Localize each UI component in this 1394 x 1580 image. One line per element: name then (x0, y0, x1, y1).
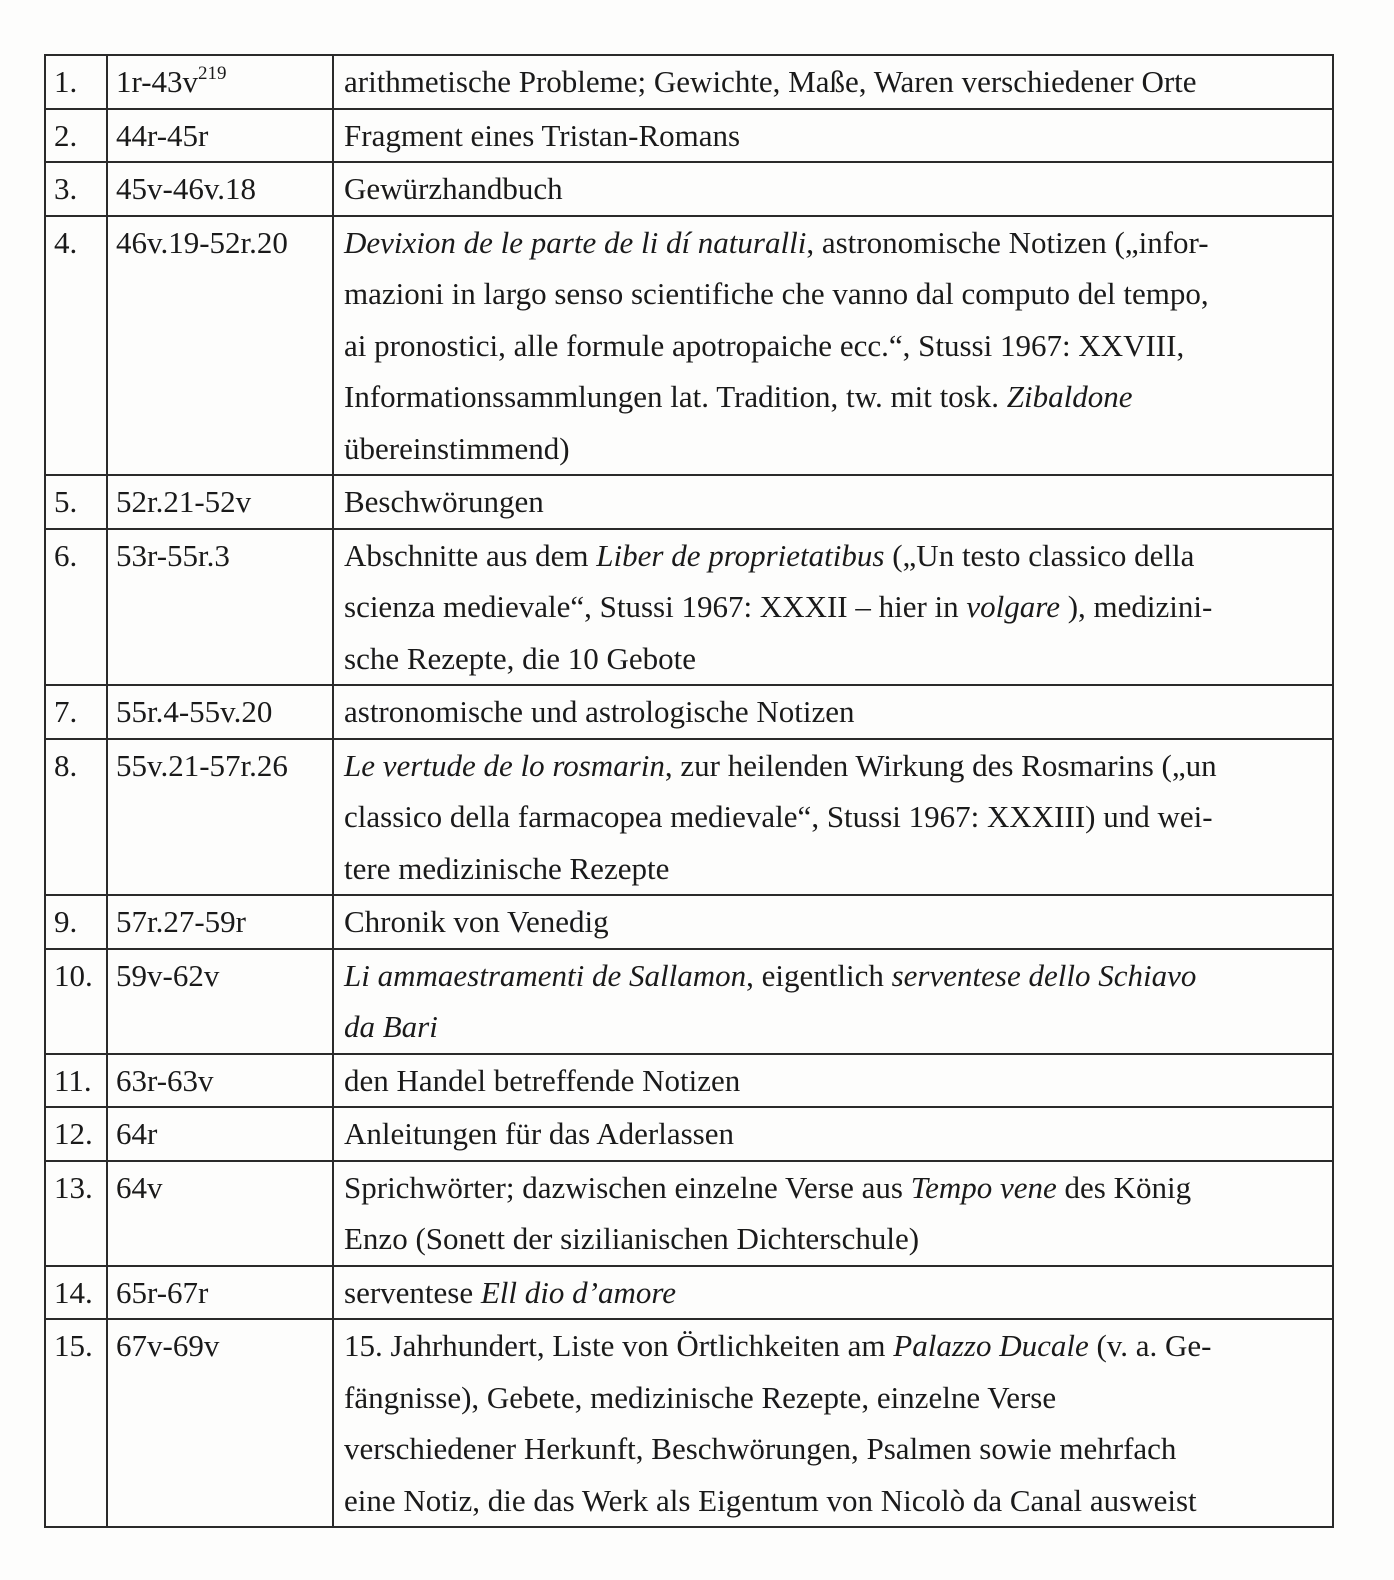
table-row (45, 1266, 1333, 1320)
content-description (333, 1107, 1333, 1161)
folio-text: 67v-69v (116, 1328, 220, 1363)
description-text: (v. a. Ge- (1088, 1328, 1212, 1363)
content-description (333, 685, 1333, 739)
entry-number: 6. (45, 529, 107, 686)
folio-text: 45v-46v.18 (116, 171, 257, 206)
content-description (333, 1054, 1333, 1108)
manuscript-contents-table (44, 54, 1334, 1528)
description-text: sche Rezepte, die 10 Gebote (344, 640, 697, 676)
description-text: Chronik von Venedig (344, 904, 609, 939)
italic-title-text: Liber de proprietatibus (596, 537, 885, 573)
table-row (45, 1161, 1333, 1266)
italic-title-text: serventese dello Schiavo (891, 957, 1197, 993)
folio-text: 55v.21-57r.26 (116, 747, 288, 783)
folio-range (107, 109, 333, 163)
italic-title-text: Tempo vene (910, 1169, 1057, 1205)
table-body (45, 55, 1333, 1527)
folio-range (107, 475, 333, 529)
table-row (45, 739, 1333, 896)
description-text: eine Notiz, die das Werk als Eigentum von Nicolò da Canal ausweist (344, 1482, 1197, 1518)
folio-text: 44r-45r (116, 117, 209, 153)
folio-range (107, 216, 333, 476)
table-row (45, 109, 1333, 163)
entry-number: 7. (45, 685, 107, 739)
folio-range (107, 1266, 333, 1320)
description-text: , astronomische Notizen („infor- (806, 224, 1209, 260)
folio-text: 52r.21-52v (116, 484, 252, 519)
description-text: Gewürzhandbuch (344, 171, 563, 206)
folio-range (107, 529, 333, 686)
description-text: Abschnitte aus dem (344, 537, 597, 573)
content-description (333, 739, 1333, 896)
entry-number: 2. (45, 109, 107, 163)
content-description (333, 475, 1333, 529)
description-text: 15. Jahrhundert, Liste von Örtlichkeiten am (344, 1328, 894, 1363)
folio-text: 63r-63v (116, 1062, 214, 1098)
entry-number: 5. (45, 475, 107, 529)
description-text: Anleitungen für das Aderlassen (344, 1116, 734, 1151)
content-description (333, 949, 1333, 1054)
table-row (45, 475, 1333, 529)
table-row (45, 55, 1333, 109)
description-text: übereinstimmend) (344, 430, 570, 466)
description-text: des König (1056, 1169, 1192, 1205)
table-row (45, 162, 1333, 216)
description-text: , eigentlich (746, 957, 892, 993)
italic-title-text: Zibaldone (1006, 379, 1133, 414)
table-row (45, 1054, 1333, 1108)
description-text: („Un testo classico della (884, 537, 1195, 573)
content-description (333, 529, 1333, 686)
folio-range (107, 685, 333, 739)
description-text: verschiedener Herkunft, Beschwörungen, Psalmen sowie mehrfach (344, 1431, 1177, 1466)
description-text: Informationssammlungen lat. Tradition, tw. mit tosk. (344, 379, 1007, 414)
folio-text: 55r.4-55v.20 (116, 694, 273, 729)
entry-number: 3. (45, 162, 107, 216)
footnote-marker: 219 (198, 62, 227, 84)
entry-number: 10. (45, 949, 107, 1054)
entry-number: 12. (45, 1107, 107, 1161)
folio-text: 59v-62v (116, 957, 220, 993)
content-description (333, 1266, 1333, 1320)
description-text: classico della farmacopea medievale“, Stussi 1967: XXXIII) und wei- (344, 799, 1213, 834)
folio-range (107, 1054, 333, 1108)
italic-title-text: Le vertude de lo rosmarin (344, 747, 665, 783)
table-row (45, 216, 1333, 476)
folio-range (107, 1319, 333, 1527)
description-text: fängnisse), Gebete, medizinische Rezepte, einzelne Verse (344, 1379, 1057, 1415)
folio-text: 65r-67r (116, 1274, 209, 1310)
folio-text: 64r (116, 1116, 158, 1151)
content-description (333, 109, 1333, 163)
description-text: arithmetische Probleme; Gewichte, Maße, Waren verschiedener Orte (344, 64, 1197, 99)
entry-number: 13. (45, 1161, 107, 1266)
italic-title-text: Li ammaestramenti de Sallamon (344, 957, 747, 993)
italic-title-text: da Bari (344, 1009, 438, 1044)
description-text: tere medizinische Rezepte (344, 850, 670, 886)
folio-text: 57r.27-59r (116, 904, 247, 939)
entry-number: 11. (45, 1054, 107, 1108)
entry-number: 9. (45, 895, 107, 949)
content-description (333, 162, 1333, 216)
folio-range (107, 1107, 333, 1161)
table-row (45, 895, 1333, 949)
content-description (333, 55, 1333, 109)
italic-title-text: Devixion de le parte de li dí naturalli (344, 224, 807, 260)
description-text: serventese (344, 1274, 481, 1310)
description-text: mazioni in largo senso scientifiche che vanno dal computo del tempo, (344, 276, 1209, 311)
entry-number: 15. (45, 1319, 107, 1527)
entry-number: 1. (45, 55, 107, 109)
description-text: Sprichwörter; dazwischen einzelne Verse aus (344, 1169, 911, 1205)
content-description (333, 216, 1333, 476)
folio-text: 64v (116, 1169, 163, 1205)
italic-title-text: Palazzo Ducale (893, 1328, 1089, 1363)
content-description (333, 1161, 1333, 1266)
italic-title-text: volgare (966, 589, 1060, 624)
table-row (45, 1107, 1333, 1161)
folio-range (107, 739, 333, 896)
table-row (45, 529, 1333, 686)
description-text: Fragment eines Tristan-Romans (344, 117, 741, 153)
folio-text: 53r-55r.3 (116, 537, 230, 573)
description-text: Enzo (Sonett der sizilianischen Dichterschule) (344, 1221, 920, 1256)
folio-range (107, 949, 333, 1054)
table-row (45, 1319, 1333, 1527)
folio-text: 1r-43v (116, 64, 199, 99)
description-text: , zur heilenden Wirkung des Rosmarins („un (664, 747, 1217, 783)
content-description (333, 1319, 1333, 1527)
folio-range (107, 1161, 333, 1266)
folio-text: 46v.19-52r.20 (116, 224, 288, 260)
description-text: den Handel betreffende Notizen (344, 1062, 741, 1098)
entry-number: 14. (45, 1266, 107, 1320)
folio-range (107, 895, 333, 949)
description-text: ), medizini- (1059, 589, 1213, 624)
entry-number: 4. (45, 216, 107, 476)
folio-range (107, 162, 333, 216)
description-text: scienza medievale“, Stussi 1967: XXXII – hier in (344, 589, 967, 624)
folio-range (107, 55, 333, 109)
italic-title-text: Ell dio d’amore (480, 1274, 677, 1310)
content-description (333, 895, 1333, 949)
entry-number: 8. (45, 739, 107, 896)
description-text: Beschwörungen (344, 484, 544, 519)
table-row (45, 949, 1333, 1054)
description-text: ai pronostici, alle formule apotropaiche ecc.“, Stussi 1967: XXVIII, (344, 327, 1185, 363)
table-row (45, 685, 1333, 739)
description-text: astronomische und astrologische Notizen (344, 694, 855, 729)
